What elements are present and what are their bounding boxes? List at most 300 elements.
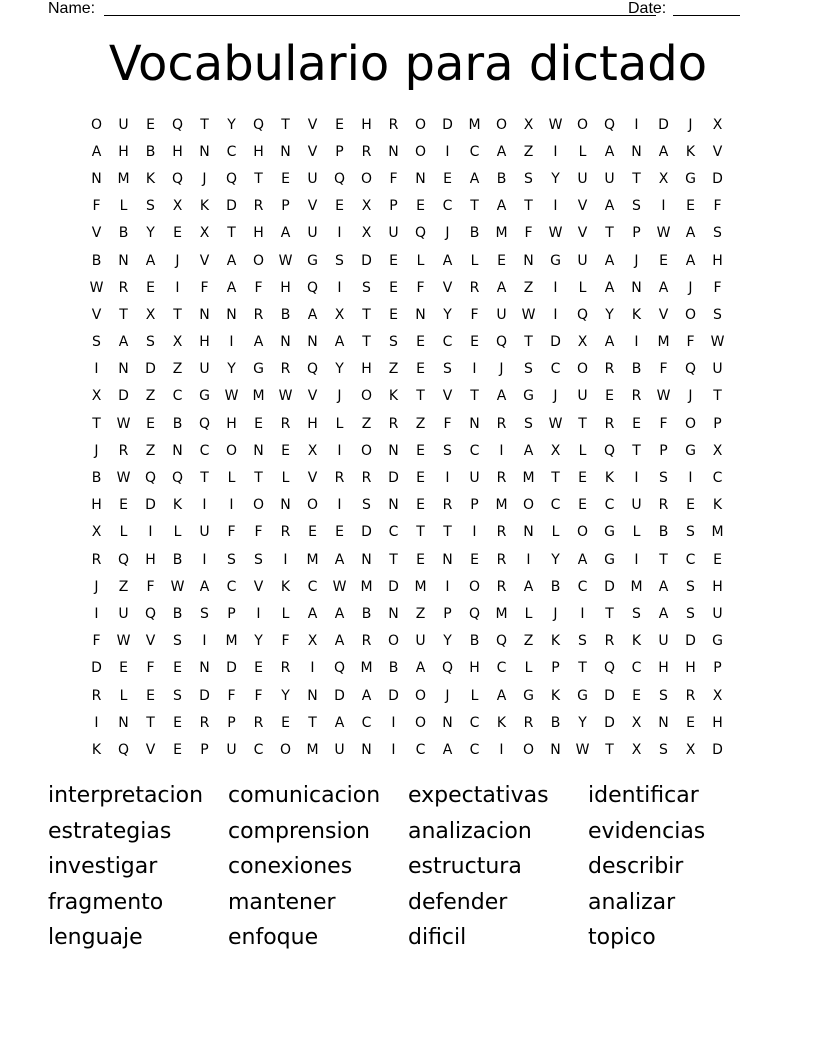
grid-letter: T	[605, 225, 614, 242]
grid-letter: Q	[171, 470, 184, 487]
grid-letter: W	[89, 279, 104, 296]
grid-letter: W	[710, 334, 725, 351]
grid-letter: R	[469, 279, 480, 296]
grid-letter: I	[472, 524, 477, 541]
grid-row	[83, 356, 731, 383]
grid-letter: L	[119, 198, 128, 215]
grid-letter: G	[253, 361, 264, 378]
grid-letter: X	[550, 442, 561, 459]
grid-letter: A	[523, 578, 534, 595]
grid-letter: Y	[335, 361, 344, 378]
grid-letter: A	[361, 687, 372, 704]
grid-letter: B	[469, 225, 480, 242]
grid-letter: N	[307, 334, 318, 351]
grid-letter: Y	[578, 714, 587, 731]
word-list-item: estrategias	[48, 818, 172, 844]
grid-letter: A	[442, 741, 453, 758]
word-list-item: comunicacion	[228, 783, 381, 808]
grid-letter: M	[630, 578, 643, 595]
grid-letter: I	[202, 497, 207, 514]
grid-row	[83, 655, 731, 682]
grid-letter: V	[91, 306, 102, 323]
grid-letter: X	[712, 687, 723, 704]
grid-letter: Z	[118, 578, 129, 595]
grid-letter: E	[416, 198, 425, 215]
grid-letter: N	[280, 497, 291, 514]
grid-letter: M	[306, 551, 319, 568]
grid-letter: E	[659, 252, 668, 269]
grid-letter: V	[145, 633, 156, 650]
grid-letter: R	[253, 306, 264, 323]
grid-letter: V	[91, 225, 102, 242]
header	[48, 0, 748, 20]
grid-letter: W	[548, 225, 563, 242]
grid-letter: Q	[117, 741, 130, 758]
grid-letter: H	[307, 415, 318, 432]
grid-letter: D	[145, 361, 156, 378]
grid-letter: E	[443, 170, 452, 187]
grid-letter: M	[711, 524, 724, 541]
grid-letter: O	[576, 524, 589, 541]
grid-letter: E	[578, 497, 587, 514]
word-list-item: analizacion	[408, 818, 532, 844]
grid-letter: E	[416, 551, 425, 568]
grid-letter: E	[416, 470, 425, 487]
grid-letter: S	[335, 252, 344, 269]
grid-letter: N	[91, 170, 102, 187]
name-label: Name:	[48, 0, 96, 17]
grid-letter: C	[442, 334, 453, 351]
grid-letter: J	[175, 252, 180, 269]
grid-letter: B	[91, 470, 102, 487]
grid-letter: Y	[443, 633, 452, 650]
grid-letter: P	[227, 605, 236, 622]
grid-letter: U	[226, 741, 237, 758]
grid-letter: F	[227, 524, 236, 541]
grid-letter: T	[119, 306, 128, 323]
grid-letter: B	[145, 143, 156, 160]
grid-letter: I	[688, 470, 693, 487]
grid-letter: T	[551, 470, 560, 487]
grid-letter: D	[91, 660, 102, 677]
grid-letter: K	[550, 633, 561, 650]
grid-letter: J	[445, 687, 450, 704]
grid-letter: I	[553, 279, 558, 296]
grid-letter: E	[173, 741, 182, 758]
grid-letter: R	[658, 497, 669, 514]
grid-letter: F	[686, 334, 695, 351]
grid-letter: N	[658, 714, 669, 731]
grid-letter: V	[442, 388, 453, 405]
grid-letter: D	[145, 497, 156, 514]
grid-letter: J	[634, 252, 639, 269]
grid-letter: M	[306, 741, 319, 758]
grid-letter: A	[496, 279, 507, 296]
grid-letter: D	[226, 660, 237, 677]
grid-letter: G	[523, 687, 534, 704]
word-list-item: mantener	[228, 889, 336, 915]
grid-letter: Z	[361, 415, 372, 432]
grid-letter: L	[173, 524, 182, 541]
grid-letter: I	[553, 198, 558, 215]
grid-letter: D	[550, 334, 561, 351]
grid-letter: K	[685, 143, 696, 160]
grid-letter: A	[145, 252, 156, 269]
grid-letter: D	[685, 633, 696, 650]
grid-letter: C	[496, 660, 507, 677]
grid-letter: N	[118, 361, 129, 378]
grid-letter: E	[308, 524, 317, 541]
grid-letter: F	[200, 279, 209, 296]
grid-letter: E	[281, 714, 290, 731]
grid-letter: C	[604, 497, 615, 514]
grid-letter: J	[688, 279, 693, 296]
grid-letter: I	[580, 605, 585, 622]
grid-letter: I	[634, 551, 639, 568]
grid-letter: W	[548, 415, 563, 432]
grid-letter: S	[227, 551, 236, 568]
grid-letter: S	[524, 415, 533, 432]
grid-letter: C	[577, 578, 588, 595]
grid-letter: E	[578, 470, 587, 487]
grid-letter: I	[445, 470, 450, 487]
grid-letter: W	[332, 578, 347, 595]
grid-letter: H	[280, 279, 291, 296]
grid-letter: R	[199, 714, 210, 731]
grid-letter: T	[173, 306, 182, 323]
grid-letter: T	[470, 198, 479, 215]
grid-letter: X	[631, 741, 642, 758]
grid-letter: A	[604, 252, 615, 269]
grid-letter: E	[146, 279, 155, 296]
grid-letter: G	[307, 252, 318, 269]
grid-letter: F	[659, 361, 668, 378]
grid-letter: V	[307, 198, 318, 215]
grid-letter: A	[118, 334, 129, 351]
word-list-item: fragmento	[48, 889, 164, 915]
grid-letter: C	[550, 361, 561, 378]
grid-letter: N	[415, 170, 426, 187]
grid-letter: S	[659, 687, 668, 704]
grid-letter: E	[254, 415, 263, 432]
grid-letter: U	[496, 306, 507, 323]
grid-letter: A	[307, 306, 318, 323]
grid-letter: E	[497, 252, 506, 269]
grid-letter: I	[202, 633, 207, 650]
grid-row	[83, 301, 731, 328]
word-list-item: expectativas	[408, 783, 549, 808]
grid-letter: V	[442, 279, 453, 296]
grid-letter: V	[307, 143, 318, 160]
grid-letter: W	[656, 388, 671, 405]
grid-letter: Y	[281, 687, 290, 704]
grid-letter: P	[227, 714, 236, 731]
grid-letter: I	[310, 660, 315, 677]
grid-letter: P	[281, 198, 290, 215]
grid-letter: S	[524, 361, 533, 378]
grid-letter: R	[91, 687, 102, 704]
grid-letter: L	[416, 252, 425, 269]
grid-letter: V	[307, 116, 318, 133]
date-label: Date:	[628, 0, 667, 17]
grid-letter: O	[252, 252, 265, 269]
grid-letter: G	[577, 687, 588, 704]
grid-letter: U	[415, 633, 426, 650]
grid-letter: Q	[495, 633, 508, 650]
grid-letter: C	[631, 660, 642, 677]
grid-letter: R	[496, 524, 507, 541]
grid-letter: D	[712, 170, 723, 187]
grid-letter: Q	[576, 306, 589, 323]
grid-letter: G	[712, 633, 723, 650]
grid-letter: B	[550, 714, 561, 731]
letter-grid	[83, 111, 731, 764]
grid-letter: E	[146, 116, 155, 133]
grid-letter: H	[199, 334, 210, 351]
grid-letter: Z	[415, 415, 426, 432]
grid-letter: L	[578, 442, 587, 459]
grid-letter: E	[119, 660, 128, 677]
grid-letter: E	[470, 334, 479, 351]
grid-letter: I	[499, 741, 504, 758]
grid-letter: S	[686, 578, 695, 595]
grid-letter: X	[577, 334, 588, 351]
grid-letter: P	[470, 497, 479, 514]
grid-letter: W	[575, 741, 590, 758]
grid-letter: F	[470, 306, 479, 323]
grid-letter: U	[469, 470, 480, 487]
grid-letter: D	[604, 687, 615, 704]
grid-letter: E	[335, 198, 344, 215]
word-list-item: dificil	[408, 925, 467, 951]
grid-letter: H	[145, 551, 156, 568]
grid-letter: H	[172, 143, 183, 160]
grid-letter: Y	[551, 551, 560, 568]
grid-letter: H	[469, 660, 480, 677]
grid-letter: B	[172, 551, 183, 568]
grid-letter: F	[254, 524, 263, 541]
grid-letter: O	[360, 388, 373, 405]
grid-letter: H	[361, 116, 372, 133]
grid-letter: R	[334, 470, 345, 487]
grid-letter: J	[553, 388, 558, 405]
grid-letter: M	[414, 578, 427, 595]
word-list-item: lenguaje	[48, 925, 143, 951]
grid-letter: I	[445, 143, 450, 160]
grid-letter: N	[631, 143, 642, 160]
grid-letter: D	[334, 687, 345, 704]
grid-letter: K	[712, 497, 723, 514]
grid-letter: P	[659, 442, 668, 459]
grid-row	[83, 628, 731, 655]
grid-letter: D	[388, 578, 399, 595]
grid-letter: H	[712, 714, 723, 731]
word-list-item: describir	[588, 854, 684, 880]
grid-letter: R	[604, 361, 615, 378]
grid-letter: O	[414, 687, 427, 704]
grid-letter: N	[226, 306, 237, 323]
grid-letter: I	[634, 334, 639, 351]
grid-letter: D	[658, 116, 669, 133]
grid-letter: X	[631, 714, 642, 731]
grid-row	[83, 220, 731, 247]
grid-letter: M	[468, 116, 481, 133]
grid-letter: B	[550, 578, 561, 595]
grid-letter: C	[469, 442, 480, 459]
grid-letter: A	[334, 714, 345, 731]
word-list-item: interpretacion	[48, 783, 204, 808]
grid-row	[83, 519, 731, 546]
grid-letter: P	[200, 741, 209, 758]
grid-letter: L	[119, 687, 128, 704]
grid-letter: L	[578, 279, 587, 296]
grid-letter: O	[360, 170, 373, 187]
grid-letter: U	[577, 388, 588, 405]
grid-letter: T	[605, 605, 614, 622]
grid-letter: Y	[146, 225, 155, 242]
grid-letter: Q	[468, 605, 481, 622]
word-list-item: comprension	[228, 818, 370, 844]
grid-letter: I	[553, 306, 558, 323]
grid-letter: I	[337, 442, 342, 459]
grid-letter: O	[360, 442, 373, 459]
grid-letter: F	[92, 633, 101, 650]
grid-letter: O	[522, 741, 535, 758]
grid-letter: X	[91, 524, 102, 541]
grid-letter: Q	[117, 551, 130, 568]
grid-letter: A	[280, 225, 291, 242]
grid-row	[83, 573, 731, 600]
grid-letter: C	[469, 741, 480, 758]
grid-letter: Z	[172, 361, 183, 378]
grid-letter: R	[685, 687, 696, 704]
grid-letter: Q	[144, 470, 157, 487]
grid-letter: M	[522, 470, 535, 487]
grid-letter: A	[469, 170, 480, 187]
grid-letter: E	[281, 442, 290, 459]
grid-letter: O	[495, 116, 508, 133]
grid-letter: L	[119, 524, 128, 541]
grid-letter: R	[91, 551, 102, 568]
grid-letter: A	[226, 252, 237, 269]
grid-letter: L	[281, 470, 290, 487]
grid-letter: D	[118, 388, 129, 405]
grid-letter: I	[229, 334, 234, 351]
grid-letter: A	[496, 143, 507, 160]
grid-letter: W	[278, 388, 293, 405]
grid-row	[83, 274, 731, 301]
grid-letter: A	[523, 442, 534, 459]
grid-letter: A	[658, 605, 669, 622]
grid-letter: I	[661, 198, 666, 215]
grid-letter: E	[416, 361, 425, 378]
grid-letter: Q	[603, 116, 616, 133]
grid-letter: H	[91, 497, 102, 514]
grid-letter: T	[659, 551, 668, 568]
grid-letter: R	[361, 143, 372, 160]
grid-letter: R	[442, 497, 453, 514]
grid-letter: N	[469, 415, 480, 432]
grid-letter: A	[226, 279, 237, 296]
grid-letter: C	[172, 388, 183, 405]
grid-letter: O	[414, 143, 427, 160]
grid-letter: K	[199, 198, 210, 215]
grid-letter: M	[117, 170, 130, 187]
grid-letter: L	[281, 605, 290, 622]
grid-letter: R	[496, 578, 507, 595]
grid-letter: L	[470, 252, 479, 269]
word-list-item: estructura	[408, 854, 522, 880]
grid-letter: T	[713, 388, 722, 405]
grid-letter: E	[686, 497, 695, 514]
grid-letter: Q	[603, 442, 616, 459]
grid-letter: Q	[171, 116, 184, 133]
grid-letter: G	[523, 388, 534, 405]
grid-letter: S	[632, 198, 641, 215]
grid-letter: A	[658, 578, 669, 595]
grid-letter: F	[146, 660, 155, 677]
grid-letter: S	[200, 605, 209, 622]
grid-letter: A	[604, 143, 615, 160]
grid-letter: U	[199, 361, 210, 378]
grid-letter: N	[361, 551, 372, 568]
grid-letter: P	[713, 660, 722, 677]
grid-letter: S	[632, 605, 641, 622]
grid-letter: M	[360, 578, 373, 595]
grid-letter: J	[202, 170, 207, 187]
grid-letter: U	[334, 741, 345, 758]
grid-letter: B	[469, 633, 480, 650]
grid-letter: T	[632, 170, 641, 187]
grid-letter: K	[280, 578, 291, 595]
grid-letter: A	[334, 633, 345, 650]
grid-letter: U	[118, 605, 129, 622]
grid-letter: Z	[388, 361, 399, 378]
grid-letter: H	[685, 660, 696, 677]
grid-letter: I	[445, 578, 450, 595]
grid-letter: W	[656, 225, 671, 242]
grid-letter: S	[92, 334, 101, 351]
grid-letter: R	[280, 415, 291, 432]
grid-letter: N	[415, 306, 426, 323]
grid-letter: E	[335, 524, 344, 541]
grid-letter: V	[199, 252, 210, 269]
grid-letter: D	[604, 714, 615, 731]
grid-letter: A	[334, 334, 345, 351]
grid-letter: D	[199, 687, 210, 704]
grid-letter: C	[307, 578, 318, 595]
grid-letter: O	[684, 415, 697, 432]
grid-letter: C	[442, 198, 453, 215]
grid-letter: T	[632, 442, 641, 459]
grid-letter: A	[253, 334, 264, 351]
word-list-item: investigar	[48, 854, 158, 880]
grid-letter: J	[445, 225, 450, 242]
word-list-item: enfoque	[228, 925, 319, 951]
grid-letter: Z	[523, 279, 534, 296]
grid-letter: A	[496, 198, 507, 215]
grid-letter: H	[253, 143, 264, 160]
grid-letter: Q	[171, 170, 184, 187]
grid-letter: I	[499, 442, 504, 459]
grid-letter: Y	[227, 116, 236, 133]
grid-letter: S	[713, 306, 722, 323]
grid-letter: D	[361, 252, 372, 269]
grid-letter: X	[361, 198, 372, 215]
grid-letter: E	[335, 116, 344, 133]
grid-letter: U	[307, 170, 318, 187]
grid-letter: X	[334, 306, 345, 323]
